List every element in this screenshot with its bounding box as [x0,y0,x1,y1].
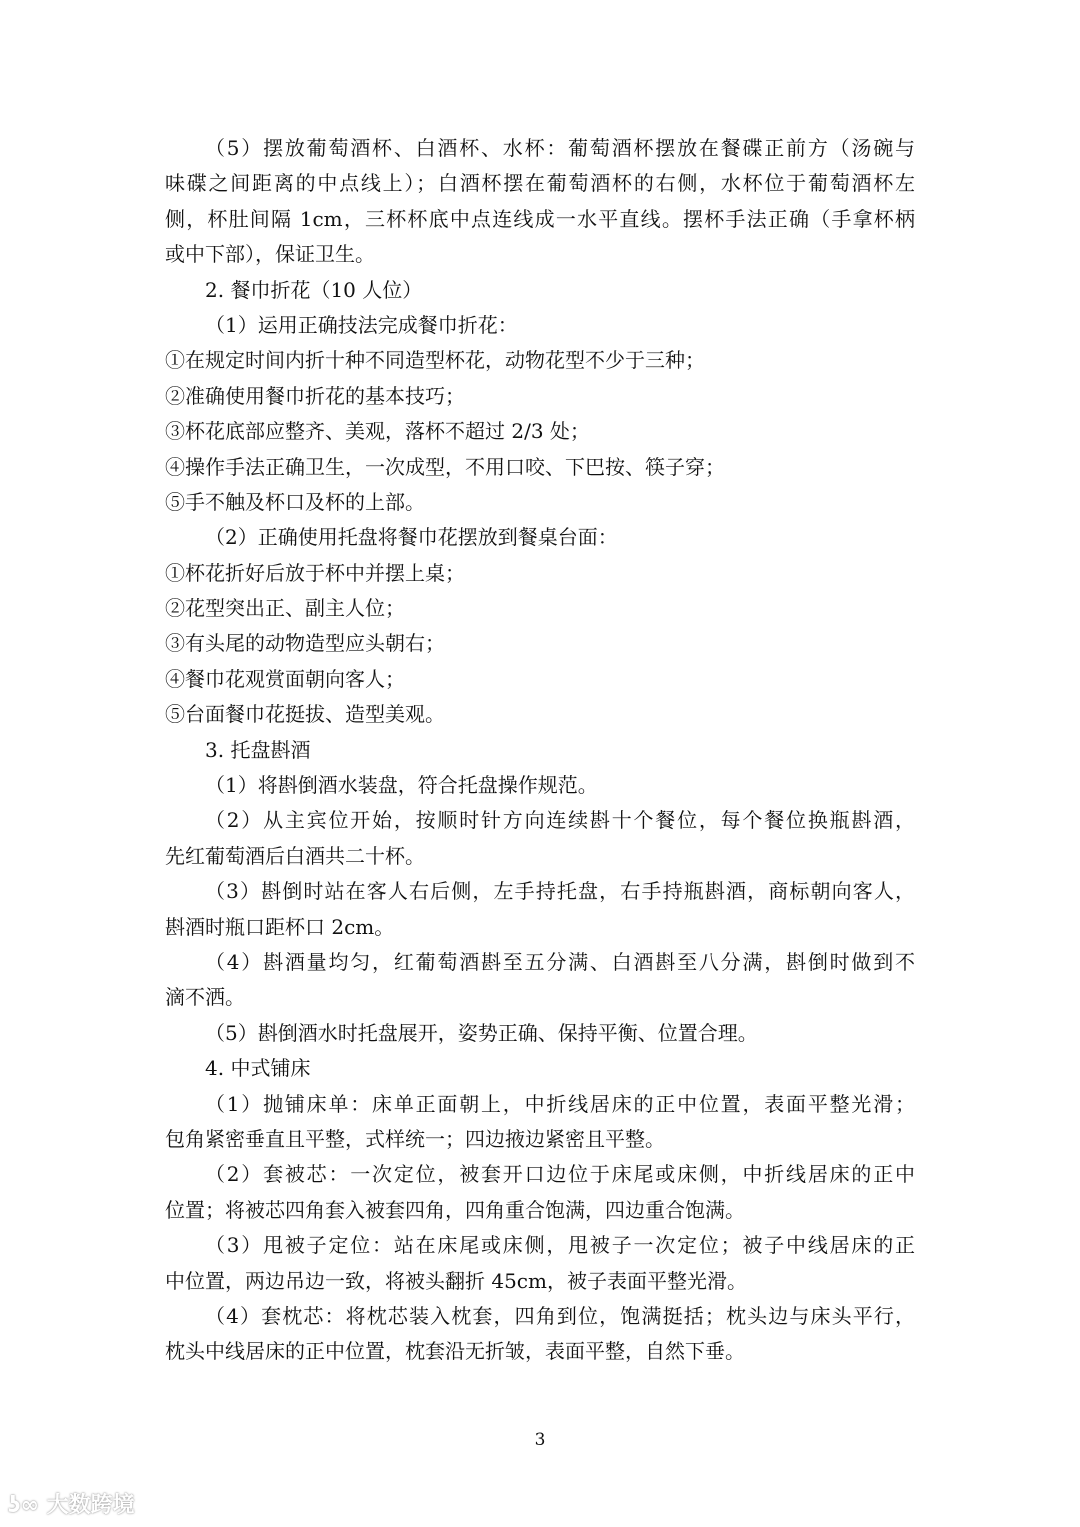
text-line: 2. 餐巾折花（10 人位） [205,277,423,302]
text-line: 中位置，两边吊边一致，将被头翻折 45cm，被子表面平整光滑。 [165,1268,747,1293]
text-line: 斟酒时瓶口距杯口 2cm。 [165,914,395,939]
text-line: ③有头尾的动物造型应头朝右； [165,631,445,656]
text-line: 滴不洒。 [165,985,245,1010]
text-line: （4）套枕芯：将枕芯装入枕套，四角到位，饱满挺括；枕头边与床头平行， [205,1303,915,1328]
text-line: 包角紧密垂直且平整，式样统一；四边掖边紧密且平整。 [165,1126,665,1151]
text-line: 枕头中线居床的正中位置，枕套沿无折皱，表面平整，自然下垂。 [165,1339,745,1364]
watermark-icon: ʖ∞ [8,1493,47,1518]
text-line: ②准确使用餐巾折花的基本技巧； [165,383,465,408]
text-line: （2）正确使用托盘将餐巾花摆放到餐桌台面： [205,525,618,550]
text-line: （2）套被芯：一次定位，被套开口边位于床尾或床侧，中折线居床的正中 [205,1162,915,1187]
text-line: ⑤台面餐巾花挺拔、造型美观。 [165,702,445,727]
text-line: （2）从主宾位开始，按顺时针方向连续斟十个餐位，每个餐位换瓶斟酒， [205,808,915,833]
watermark-text: 大数跨境 [46,1493,135,1518]
text-line: 3. 托盘斟酒 [205,737,311,762]
text-line: （4）斟酒量均匀，红葡萄酒斟至五分满、白酒斟至八分满，斟倒时做到不 [205,949,915,974]
text-line: ④操作手法正确卫生，一次成型，不用口咬、下巴按、筷子穿； [165,454,725,479]
text-line: 4. 中式铺床 [205,1056,311,1081]
text-line: ④餐巾花观赏面朝向客人； [165,666,405,691]
text-line: 先红葡萄酒后白酒共二十杯。 [165,843,425,868]
text-line: 味碟之间距离的中点线上）；白酒杯摆在葡萄酒杯的右侧，水杯位于葡萄酒杯左 [165,171,915,196]
text-line: 或中下部），保证卫生。 [165,242,375,267]
page-number: 3 [534,1430,546,1450]
text-line: ①在规定时间内折十种不同造型杯花，动物花型不少于三种； [165,348,705,373]
watermark-logo [8,1488,135,1519]
text-line: ⑤手不触及杯口及杯的上部。 [165,489,425,514]
text-line: ①杯花折好后放于杯中并摆上桌； [165,560,465,585]
text-line: ③杯花底部应整齐、美观，落杯不超过 2/3 处； [165,419,590,444]
text-line: 位置；将被芯四角套入被套四角，四角重合饱满，四边重合饱满。 [165,1197,745,1222]
text-line: （1）将斟倒酒水装盘，符合托盘操作规范。 [205,773,598,798]
document-body [165,131,915,1370]
text-line: （5）斟倒酒水时托盘展开，姿势正确、保持平衡、位置合理。 [205,1020,758,1045]
text-line: （1）运用正确技法完成餐巾折花： [205,312,518,337]
text-line: 侧，杯肚间隔 1cm，三杯杯底中点连线成一水平直线。摆杯手法正确（手拿杯柄 [165,206,915,231]
text-line: （5）摆放葡萄酒杯、白酒杯、水杯：葡萄酒杯摆放在餐碟正前方（汤碗与 [205,136,915,160]
text-line: ②花型突出正、副主人位； [165,596,405,621]
text-line: （1）抛铺床单：床单正面朝上，中折线居床的正中位置，表面平整光滑； [205,1091,915,1116]
text-line: （3）甩被子定位：站在床尾或床侧，甩被子一次定位；被子中线居床的正 [205,1233,915,1258]
text-line: （3）斟倒时站在客人右后侧，左手持托盘，右手持瓶斟酒，商标朝向客人， [205,879,915,904]
